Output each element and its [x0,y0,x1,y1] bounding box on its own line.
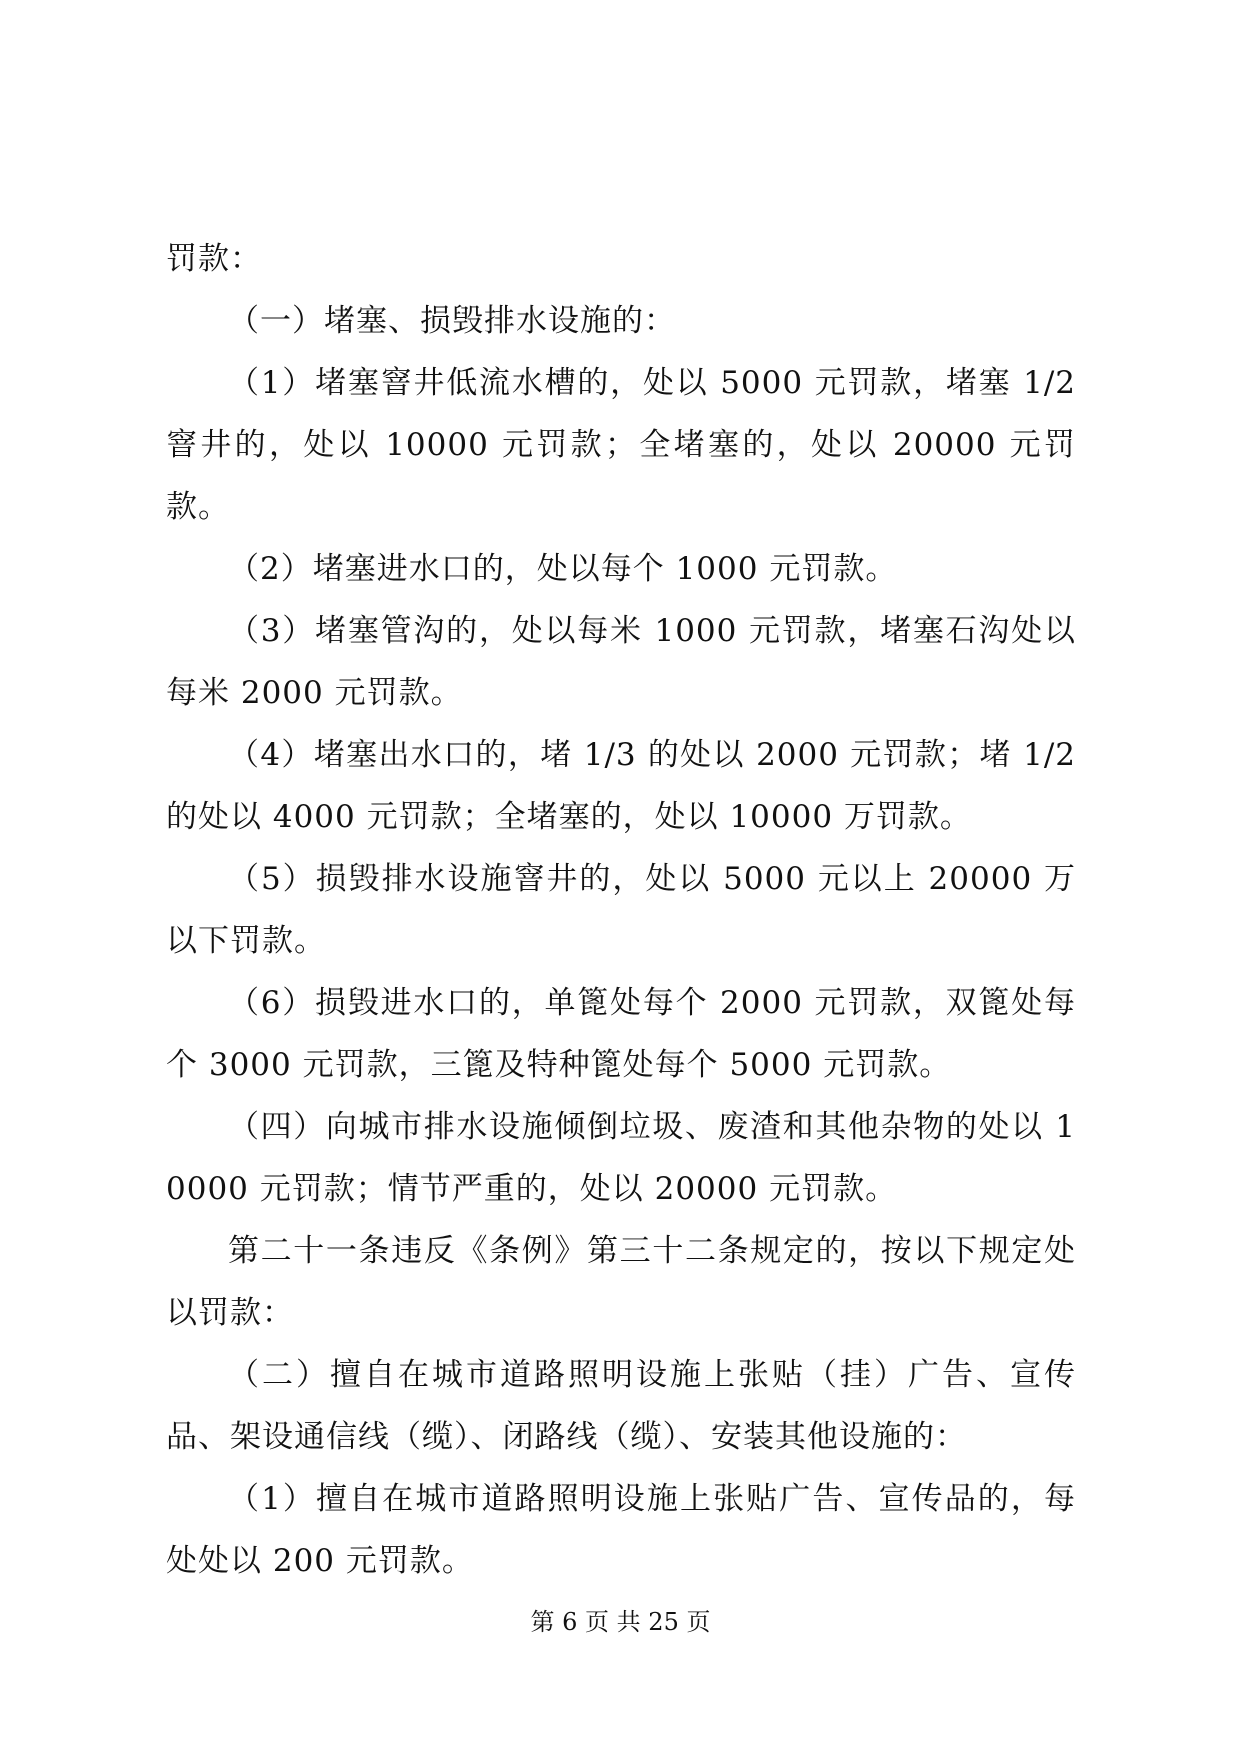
paragraph-item-4: （4）堵塞出水口的，堵 1/3 的处以 2000 元罚款；堵 1/2 的处以 4000 元罚款；全堵塞的，处以 10000 万罚款。 [166,737,1076,835]
paragraph-item-3: （3）堵塞管沟的，处以每米 1000 元罚款，堵塞石沟处以每米 2000 元罚款。 [166,613,1076,711]
page-number-footer: 第 6 页 共 25 页 [530,1608,711,1636]
document-body [166,228,1076,1592]
paragraph-continuation: 罚款： [166,241,262,277]
paragraph-item-1: （1）堵塞窨井低流水槽的，处以 5000 元罚款，堵塞 1/2 窨井的，处以 10000 元罚款；全堵塞的，处以 20000 元罚款。 [166,365,1076,525]
paragraph-section-4: （四）向城市排水设施倾倒垃圾、废渣和其他杂物的处以 10000 元罚款；情节严重的，处以 20000 元罚款。 [166,1109,1076,1207]
paragraph-article-21: 第二十一条违反《条例》第三十二条规定的，按以下规定处以罚款： [166,1233,1076,1331]
paragraph-section-1: （一）堵塞、损毁排水设施的： [228,303,676,339]
paragraph-section-2: （二）擅自在城市道路照明设施上张贴（挂）广告、宣传品、架设通信线（缆）、闭路线（缆）、安装其他设施的： [166,1357,1076,1455]
paragraph-item-6: （6）损毁进水口的，单篦处每个 2000 元罚款，双篦处每个 3000 元罚款，三篦及特种篦处每个 5000 元罚款。 [166,985,1076,1083]
paragraph-item-2: （2）堵塞进水口的，处以每个 1000 元罚款。 [228,551,898,587]
paragraph-section-2-item-1: （1）擅自在城市道路照明设施上张贴广告、宣传品的，每处处以 200 元罚款。 [166,1481,1076,1579]
paragraph-item-5: （5）损毁排水设施窨井的，处以 5000 元以上 20000 万以下罚款。 [166,861,1076,959]
